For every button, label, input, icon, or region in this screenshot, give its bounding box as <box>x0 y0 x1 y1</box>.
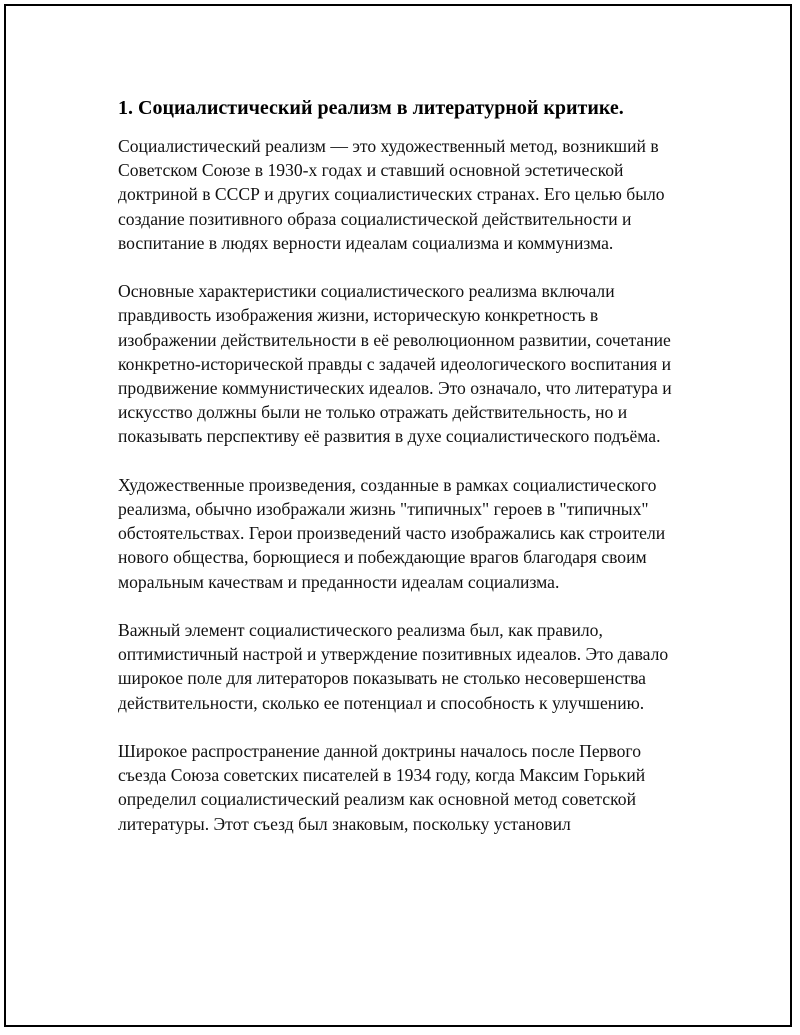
document-body <box>118 96 688 836</box>
paragraph-4: Важный элемент социалистического реализма был, как правило, оптимистичный настрой и утверждение позитивных идеалов. Это давало широкое поле для литераторов показывать не столько несовершенства действительности, сколько ее потенциал и способность к улучшению. <box>118 620 669 713</box>
section-heading: 1. Социалистический реализм в литературной критике. <box>118 97 624 119</box>
paragraph-5: Широкое распространение данной доктрины началось после Первого съезда Союза советских писателей в 1934 году, когда Максим Горький определил социалистический реализм как основной метод советской литературы. Этот съезд был знаковым, поскольку установил <box>118 741 646 834</box>
paragraph-2: Основные характеристики социалистического реализма включали правдивость изображения жизни, историческую конкретность в изображении действительности в её революционном развитии, сочетание конкретно-исторической правды с задачей идеологического воспитания и продвижение коммунистических идеалов. Это означало, что литература и искусство должны были не только отражать действительность, но и показывать перспективу её развития в духе социалистического подъёма. <box>118 281 672 447</box>
paragraph-3: Художественные произведения, созданные в рамках социалистического реализма, обычно изображали жизнь "типичных" героев в "типичных" обстоятельствах. Герои произведений часто изображались как строители нового общества, борющиеся и побеждающие врагов благодаря своим моральным качествам и преданности идеалам социализма. <box>118 474 666 592</box>
paragraph-1: Социалистический реализм — это художественный метод, возникший в Советском Союзе в 1930-х годах и ставший основной эстетической доктриной в СССР и других социалистических странах. Его целью было создание позитивного образа социалистической действительности и воспитание в людях верности идеалам социализма и коммунизма. <box>118 136 665 253</box>
